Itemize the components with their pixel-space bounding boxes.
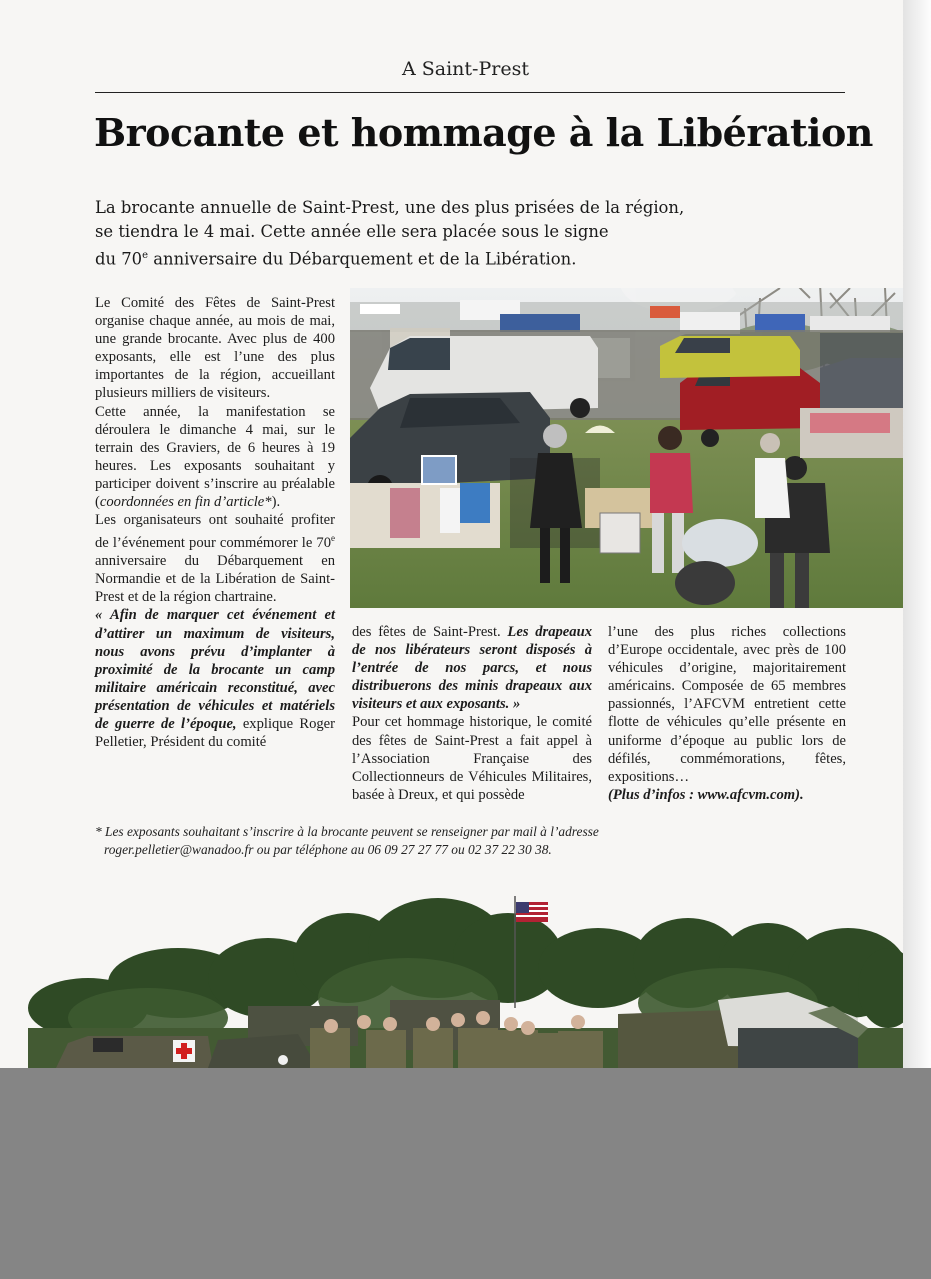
- registration-footnote: [95, 823, 795, 859]
- lead-line-3: du 70e anniversaire du Débarquement et de la Libération.: [95, 249, 577, 269]
- header-rule: [95, 92, 845, 93]
- military-camp-photo: [28, 888, 904, 1068]
- lead-line-1: La brocante annuelle de Saint-Prest, une des plus prisées de la région,: [95, 198, 685, 217]
- col2-paragraph-1: des fêtes de Saint-Prest. Les drapeaux de nos libérateurs seront disposés à l’entrée de nos parcs, et nous distribuerons des minis drapeaux aux visiteurs et aux exposants. »: [352, 624, 592, 713]
- section-kicker: A Saint-Prest: [402, 58, 529, 80]
- article-column-1: [95, 294, 335, 751]
- col2-paragraph-2: Pour cet hommage historique, le comité des fêtes de Saint-Prest a fait appel à l’Association Française des Collectionneurs de Véhicules Militaires, basée à Dreux, et qui possède: [352, 714, 592, 803]
- footnote-line-1: * Les exposants souhaitant s’inscrire à la brocante peuvent se renseigner par mail à l’adresse: [95, 824, 599, 839]
- article-headline: Brocante et hommage à la Libération: [94, 110, 873, 155]
- col1-paragraph-1: Le Comité des Fêtes de Saint-Prest organise chaque année, au mois de mai, une grande brocante. Avec plus de 400 exposants, elle est l’une des plus importantes de la région, accueillant plusieurs milliers de visiteurs.: [95, 295, 335, 402]
- col1-paragraph-3: Les organisateurs ont souhaité profiter de l’événement pour commémorer le 70e anniversaire du Débarquement en Normandie et de la Libération de Saint-Prest et de la région chartraine.: [95, 512, 335, 606]
- col3-more-info: (Plus d’infos : www.afcvm.com).: [608, 786, 804, 803]
- article-lead: [95, 196, 735, 271]
- footnote-line-2: roger.pelletier@wanadoo.fr ou par téléphone au 06 09 27 27 77 ou 02 37 22 30 38.: [104, 842, 552, 857]
- lead-line-2: se tiendra le 4 mai. Cette année elle sera placée sous le signe: [95, 222, 609, 241]
- col3-paragraph-1: l’une des plus riches collections d’Europe occidentale, avec près de 100 véhicules d’origine, majoritairement américains. Composée de 65 membres passionnés, l’AFCVM entretient cette flotte de véhicules qu’elle présente en uniforme d’époque au public lors de défilés, commémorations, fêtes, expositions…: [608, 624, 846, 785]
- page-edge: [903, 0, 931, 1068]
- us-flag-icon: [516, 902, 548, 922]
- flea-market-photo: [350, 288, 904, 608]
- article-column-3: [608, 623, 846, 804]
- col1-paragraph-2: Cette année, la manifestation se déroulera le dimanche 4 mai, sur le terrain des Graviers, de 6 heures à 19 heures. Les exposants souhaitant y participer doivent s’inscrire au préalable (coordonnées en fin d’article*).: [95, 403, 335, 511]
- article-column-2: [352, 623, 592, 804]
- col1-quote: « Afin de marquer cet événement et d’attirer un maximum de visiteurs, nous avons prévu d’implanter à proximité de la brocante un camp militaire américain reconstitué, avec présentation de véhicules et matériels de guerre de l’époque, explique Roger Pelletier, Président du comité: [95, 607, 336, 751]
